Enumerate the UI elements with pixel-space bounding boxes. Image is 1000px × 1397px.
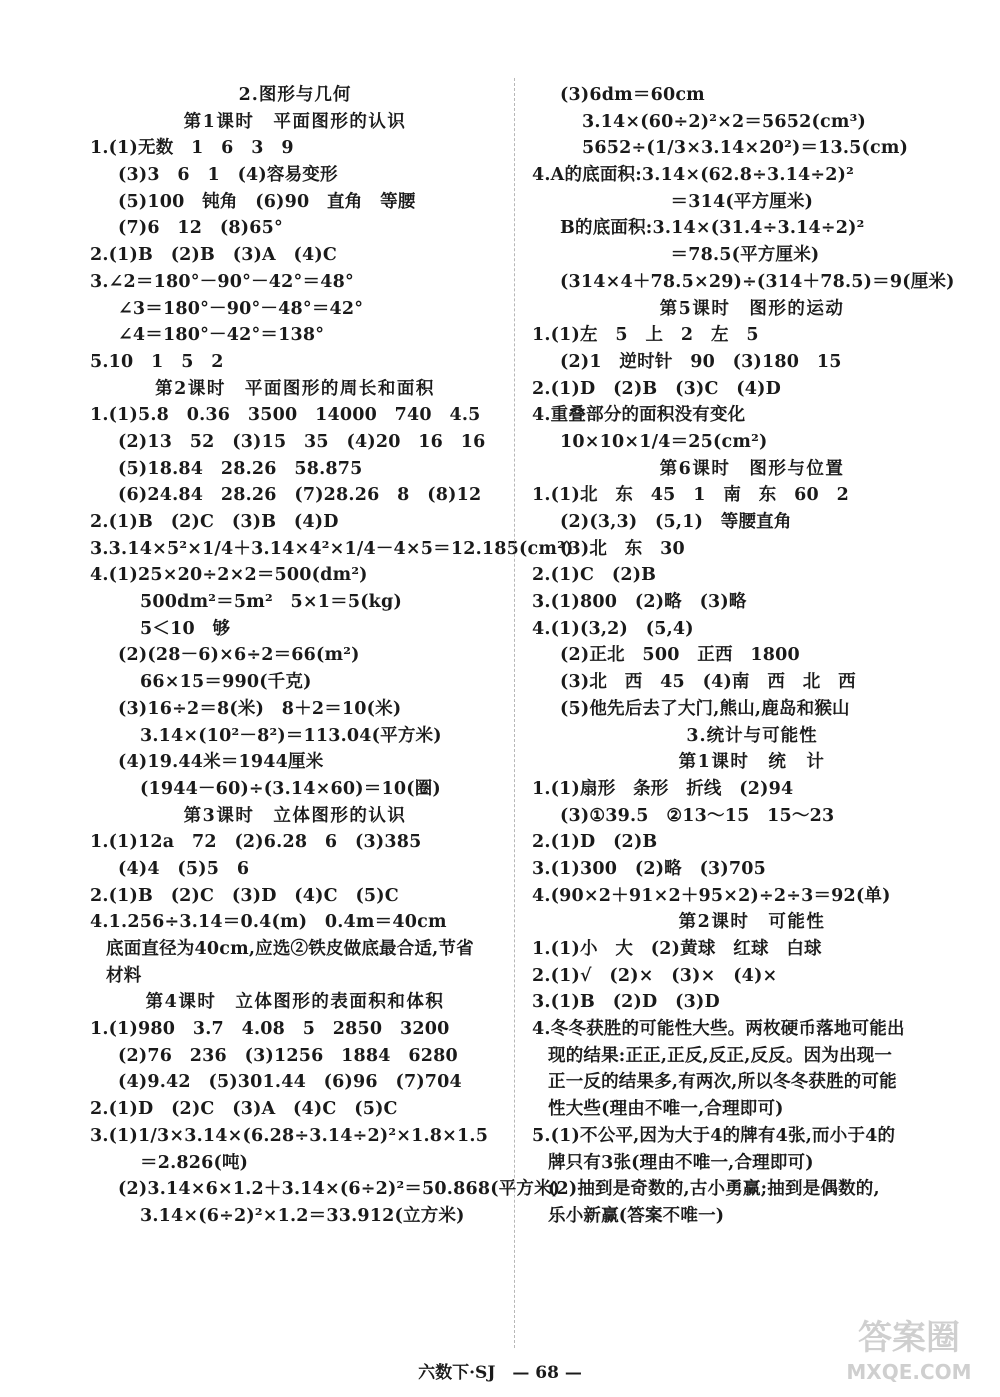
answer-line: (4)19.44米＝1944厘米	[118, 752, 324, 773]
left-answer-column	[90, 82, 574, 1230]
answer-line: 性大些(理由不唯一,合理即可)	[548, 1099, 784, 1120]
answer-line: 4.(90×2＋91×2＋95×2)÷2÷3＝92(单)	[532, 885, 891, 906]
answer-line: (3)3 6 1 (4)容易变形	[118, 165, 338, 186]
answer-line: (2)76 236 (3)1256 1884 6280	[118, 1045, 458, 1066]
answer-line: 正一反的结果多,有两次,所以冬冬获胜的可能	[548, 1072, 897, 1093]
watermark-bottom-text: MXQE.COM	[846, 1360, 972, 1384]
answer-line: 5.10 1 5 2	[90, 351, 224, 372]
answer-line: 1.(1)北 东 45 1 南 东 60 2	[532, 485, 849, 506]
section-heading: 2.图形与几何	[238, 85, 352, 105]
watermark-top-text: 答案圈	[858, 1318, 960, 1358]
lesson-heading: 第3课时 立体图形的认识	[183, 805, 407, 826]
answer-line: (5)100 钝角 (6)90 直角 等腰	[118, 191, 416, 212]
answer-line: (2)正北 500 正西 1800	[560, 645, 800, 666]
answer-line: (2)抽到是奇数的,古小勇赢;抽到是偶数的,	[548, 1179, 880, 1200]
answer-line: 3.(1)1/3×3.14×(6.28÷3.14÷2)²×1.8×1.5	[90, 1125, 489, 1146]
answer-line: ∠4＝180°－42°＝138°	[118, 325, 325, 346]
answer-line: (3)北 东 30	[560, 538, 685, 559]
answer-line: (1944－60)÷(3.14×60)＝10(圈)	[140, 778, 441, 799]
answer-line: 1.(1)5.8 0.36 3500 14000 740 4.5	[90, 405, 481, 426]
answer-line: 2.(1)D (2)B (3)C (4)D	[532, 378, 781, 399]
answer-line: ＝78.5(平方厘米)	[582, 245, 820, 266]
section-heading: 3.统计与可能性	[686, 725, 818, 746]
watermark-logo	[838, 1309, 980, 1387]
answer-line: ＝314(平方厘米)	[582, 191, 814, 212]
answer-line: 3.(1)800 (2)略 (3)略	[532, 592, 747, 613]
answer-line: 1.(1)980 3.7 4.08 5 2850 3200	[90, 1019, 450, 1040]
answer-line: 2.(1)B (2)C (3)B (4)D	[90, 512, 339, 532]
answer-line: 1.(1)无数 1 6 3 9	[90, 138, 294, 159]
answer-line: 3.14×(60÷2)²×2＝5652(cm³)	[582, 111, 866, 132]
answer-line: 2.(1)B (2)B (3)A (4)C	[90, 245, 338, 266]
answer-line: 1.(1)小 大 (2)黄球 红球 白球	[532, 939, 822, 959]
page-footer: 六数下·SJ — 68 —	[418, 1363, 582, 1383]
answer-line: 3.(1)B (2)D (3)D	[532, 992, 720, 1013]
answer-line: (5)18.84 28.26 58.875	[118, 458, 363, 479]
answer-line: 2.(1)B (2)C (3)D (4)C (5)C	[90, 885, 399, 906]
lesson-heading: 第1课时 平面图形的认识	[183, 111, 407, 132]
lesson-heading: 第2课时 可能性	[678, 912, 826, 933]
answer-line: (3)①39.5 ②13～15 15～23	[560, 805, 835, 826]
answer-line: 5652÷(1/3×3.14×20²)＝13.5(cm)	[582, 138, 909, 159]
lesson-heading: 第2课时 平面图形的周长和面积	[155, 378, 435, 399]
answer-line: (2)3.14×6×1.2＋3.14×(6÷2)²＝50.868(平方米)	[118, 1179, 561, 1200]
answer-line: 5.(1)不公平,因为大于4的牌有4张,而小于4的	[532, 1125, 896, 1146]
answer-line: 3.∠2＝180°－90°－42°＝48°	[90, 271, 354, 292]
answer-line: 4.1.256÷3.14＝0.4(m) 0.4m＝40cm	[90, 912, 447, 933]
answer-line: 2.(1)D (2)C (3)A (4)C (5)C	[90, 1099, 398, 1120]
right-answer-column	[532, 82, 972, 1230]
answer-line: (3)北 西 45 (4)南 西 北 西	[560, 672, 856, 693]
answer-line: (5)他先后去了大门,熊山,鹿岛和猴山	[560, 698, 850, 719]
answer-line: (3)6dm＝60cm	[560, 85, 705, 105]
answer-line: 3.14×(10²－8²)＝113.04(平方米)	[140, 725, 442, 746]
answer-line: (2)(3,3) (5,1) 等腰直角	[560, 512, 792, 532]
answer-line: 1.(1)扇形 条形 折线 (2)94	[532, 778, 794, 799]
answer-line: 3.3.14×5²×1/4＋3.14×4²×1/4－4×5＝12.185(cm²)	[90, 538, 574, 559]
answer-line: 66×15＝990(千克)	[140, 672, 312, 693]
answer-line: ∠3＝180°－90°－48°＝42°	[118, 298, 364, 319]
answer-line: 4.A的底面积:3.14×(62.8÷3.14÷2)²	[532, 165, 854, 186]
answer-line: (4)4 (5)5 6	[118, 858, 250, 879]
answer-line: (2)(28－6)×6÷2＝66(m²)	[118, 645, 360, 666]
answer-line: 4.(1)25×20÷2×2＝500(dm²)	[90, 565, 368, 586]
answer-line: 1.(1)左 5 上 2 左 5	[532, 325, 759, 346]
answer-line: B的底面积:3.14×(31.4÷3.14÷2)²	[560, 218, 865, 239]
lesson-heading: 第1课时 统 计	[678, 752, 826, 773]
answer-line: 1.(1)12a 72 (2)6.28 6 (3)385	[90, 832, 422, 853]
lesson-heading: 第6课时 图形与位置	[659, 458, 845, 479]
answer-line: 乐小新赢(答案不唯一)	[548, 1205, 725, 1226]
answer-line: 3.(1)300 (2)略 (3)705	[532, 858, 767, 879]
answer-line: 2.(1)D (2)B	[532, 832, 658, 853]
answer-line: (314×4＋78.5×29)÷(314＋78.5)＝9(厘米)	[560, 271, 955, 292]
answer-line: (6)24.84 28.26 (7)28.26 8 (8)12	[118, 485, 482, 506]
answer-line: 底面直径为40cm,应选②铁皮做底最合适,节省	[106, 939, 474, 959]
answer-line: 牌只有3张(理由不唯一,合理即可)	[548, 1152, 814, 1173]
answer-line: 4.(1)(3,2) (5,4)	[532, 618, 694, 639]
answer-line: 2.(1)√ (2)× (3)× (4)×	[532, 965, 778, 986]
answer-line: 4.冬冬获胜的可能性大些。两枚硬币落地可能出	[532, 1019, 905, 1040]
answer-line: 3.14×(6÷2)²×1.2＝33.912(立方米)	[140, 1205, 465, 1226]
answer-line: (7)6 12 (8)65°	[118, 218, 283, 239]
answer-line: ＝2.826(吨)	[140, 1152, 249, 1173]
answer-line: 4.重叠部分的面积没有变化	[532, 405, 746, 426]
answer-line: 500dm²＝5m² 5×1＝5(kg)	[140, 592, 402, 613]
column-divider	[514, 78, 515, 1348]
answer-line: 材料	[106, 965, 142, 986]
answer-line: (2)1 逆时针 90 (3)180 15	[560, 351, 842, 372]
answer-line: (3)16÷2＝8(米) 8＋2＝10(米)	[118, 698, 402, 719]
answer-line: 现的结果:正正,正反,反正,反反。因为出现一	[548, 1045, 893, 1066]
lesson-heading: 第5课时 图形的运动	[659, 298, 845, 319]
answer-line: 2.(1)C (2)B	[532, 565, 657, 586]
answer-line: (2)13 52 (3)15 35 (4)20 16 16	[118, 431, 486, 452]
answer-line: (4)9.42 (5)301.44 (6)96 (7)704	[118, 1072, 462, 1093]
lesson-heading: 第4课时 立体图形的表面积和体积	[145, 992, 445, 1013]
answer-line: 5＜10 够	[140, 618, 231, 639]
answer-line: 10×10×1/4＝25(cm²)	[560, 431, 768, 452]
